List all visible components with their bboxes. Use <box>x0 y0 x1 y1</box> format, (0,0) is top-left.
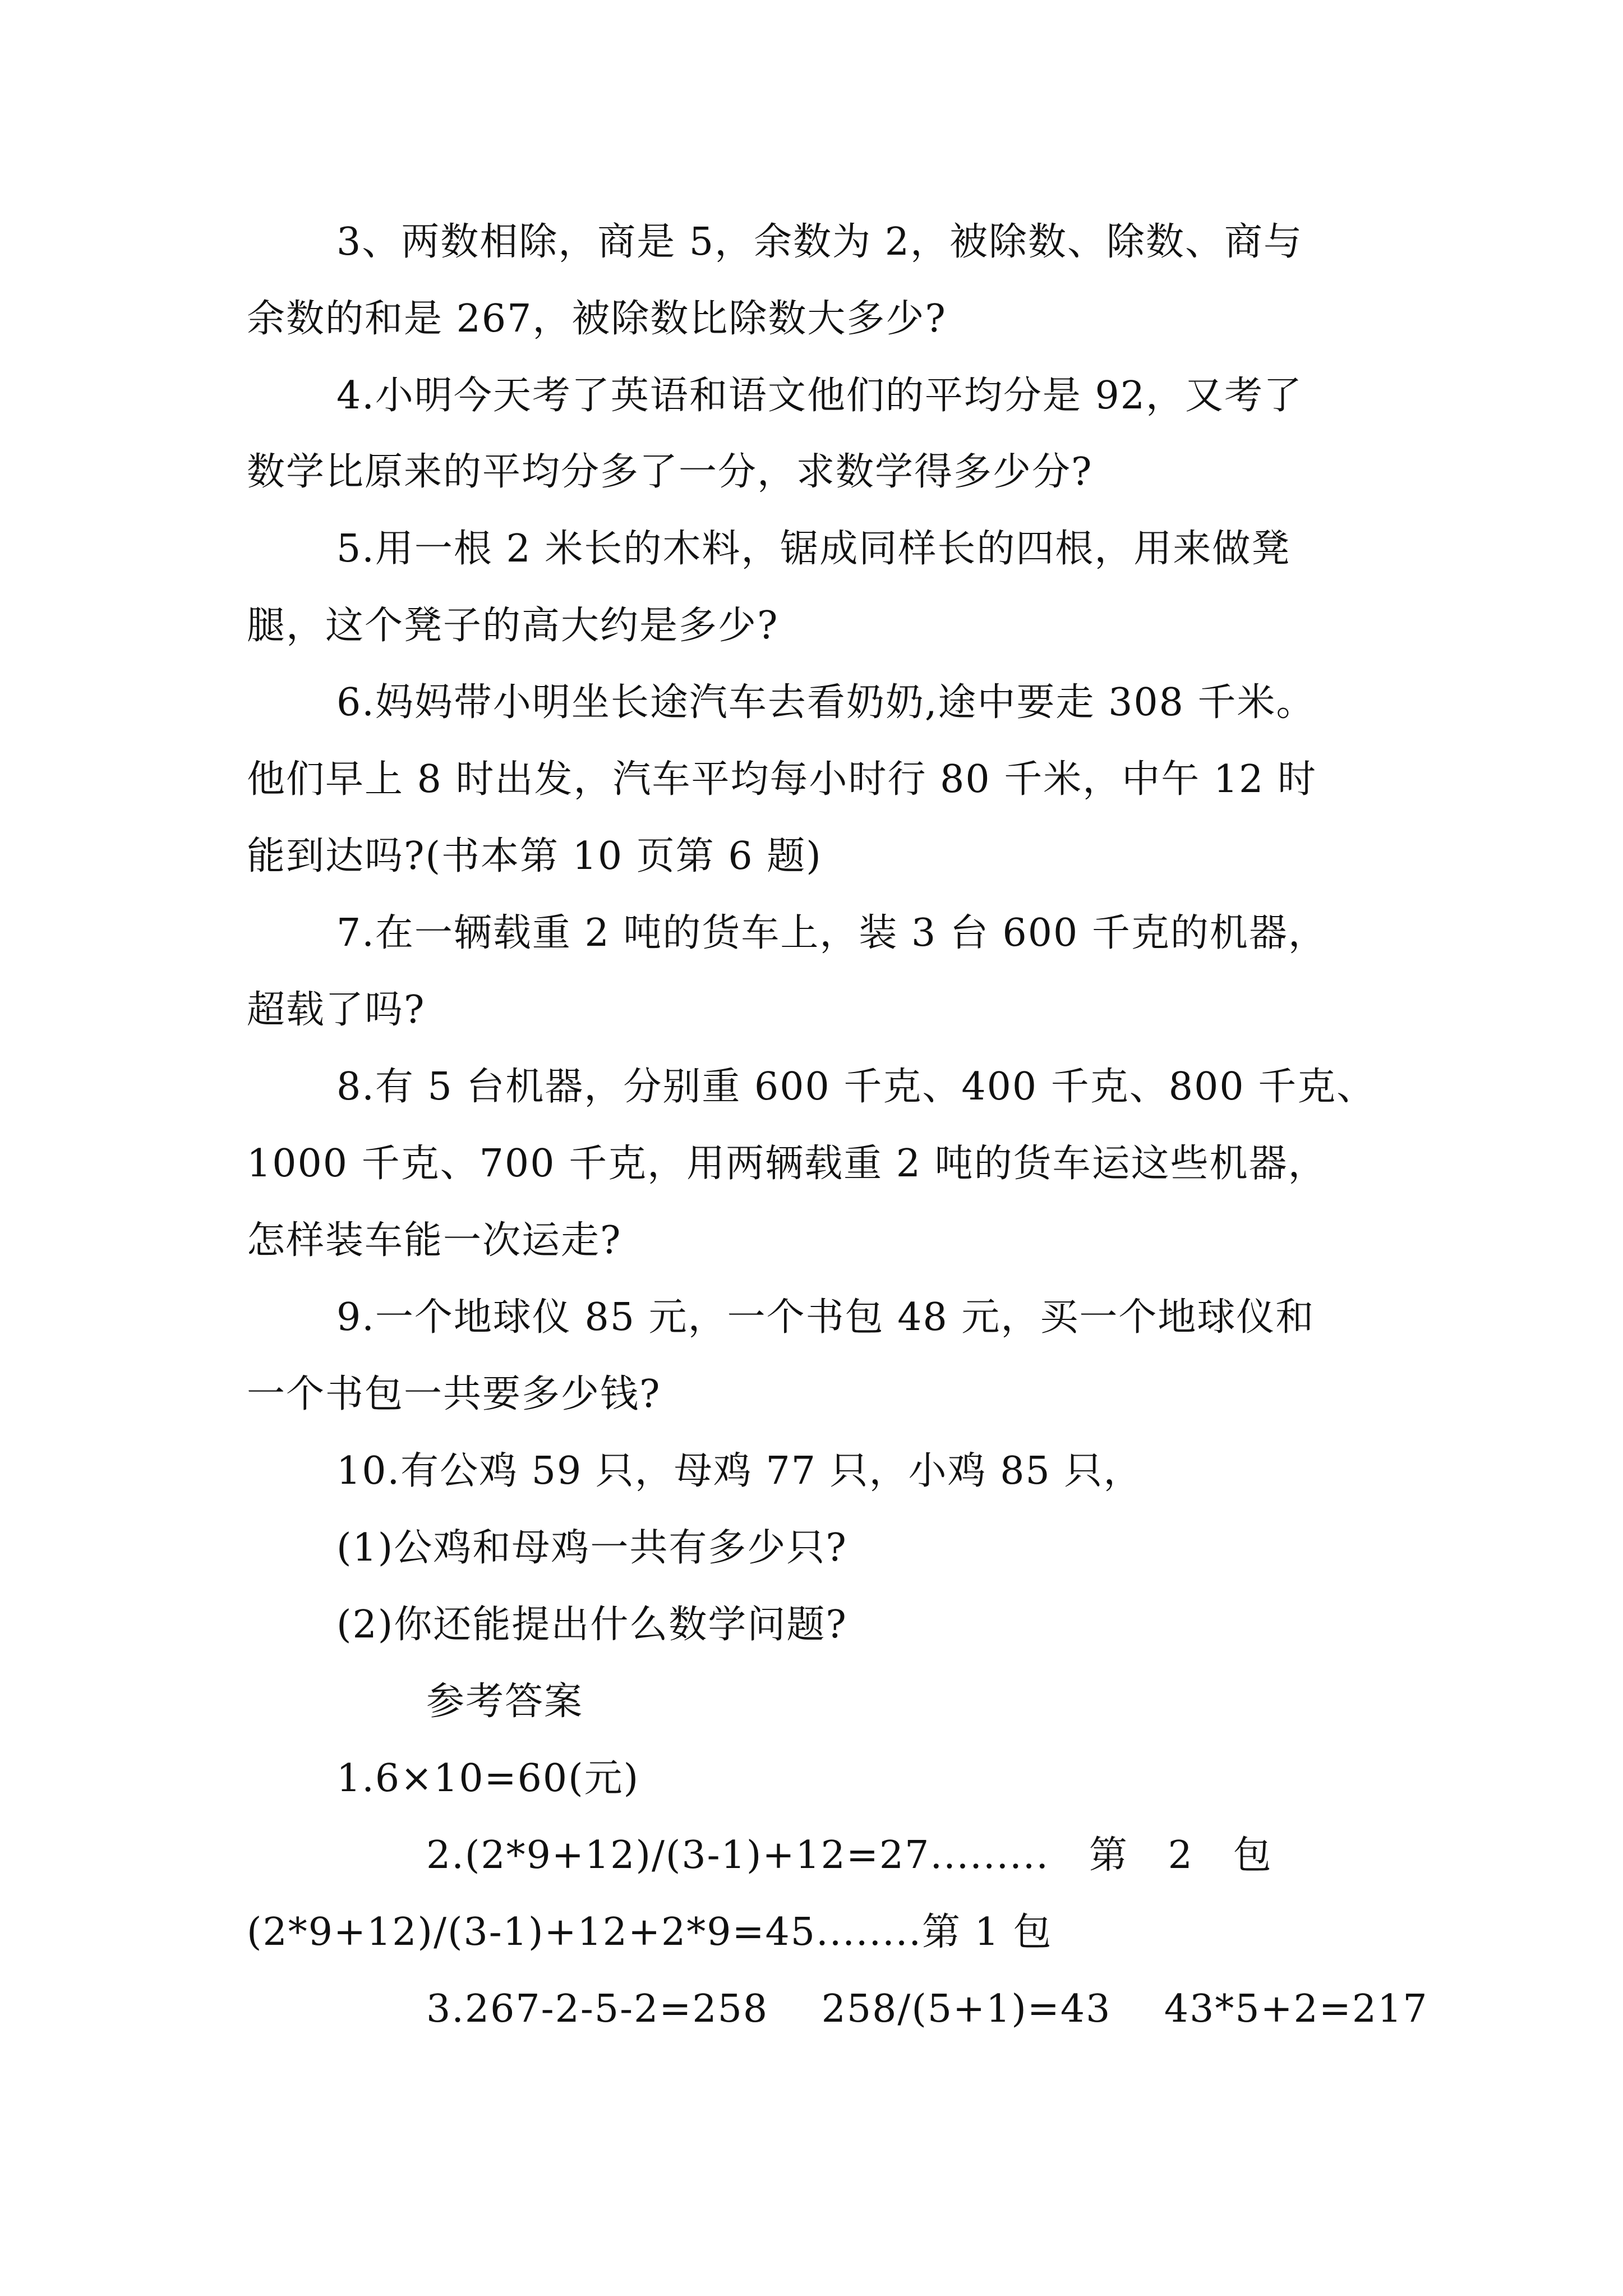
q5-line-2: 腿，这个凳子的高大约是多少? <box>247 604 779 648</box>
q9-line-2: 一个书包一共要多少钱? <box>247 1372 661 1416</box>
q3-line-2: 余数的和是 267，被除数比除数大多少? <box>247 297 947 341</box>
answer-2-line-1: 2.(2*9+12)/(3-1)+12=27......... 第 2 包 <box>426 1833 1272 1878</box>
q5-line-1: 5.用一根 2 米长的木料，锯成同样长的四根，用来做凳 <box>336 527 1291 571</box>
answer-2-line-2: (2*9+12)/(3-1)+12+2*9=45........第 1 包 <box>247 1910 1053 1954</box>
q7-line-2: 超载了吗? <box>247 988 426 1032</box>
answers-heading: 参考答案 <box>426 1680 584 1724</box>
q4-line-2: 数学比原来的平均分多了一分，求数学得多少分? <box>247 450 1093 494</box>
q6-line-2: 他们早上 8 时出发，汽车平均每小时行 80 千米，中午 12 时 <box>247 757 1317 802</box>
q4-line-1: 4.小明今天考了英语和语文他们的平均分是 92，又考了 <box>336 374 1303 418</box>
q9-line-1: 9.一个地球仪 85 元，一个书包 48 元，买一个地球仪和 <box>336 1295 1315 1340</box>
q6-line-3: 能到达吗?(书本第 10 页第 6 题) <box>247 834 822 878</box>
q10-sub-1: (1)公鸡和母鸡一共有多少只? <box>336 1526 847 1570</box>
q10-sub-2: (2)你还能提出什么数学问题? <box>336 1603 847 1647</box>
q3-line-1: 3、两数相除，商是 5，余数为 2，被除数、除数、商与 <box>336 220 1303 264</box>
answer-1: 1.6×10=60(元) <box>336 1756 640 1801</box>
q8-line-2: 1000 千克、700 千克，用两辆载重 2 吨的货车运这些机器， <box>247 1142 1327 1186</box>
q10-line-1: 10.有公鸡 59 只，母鸡 77 只，小鸡 85 只， <box>336 1449 1143 1493</box>
q8-line-3: 怎样装车能一次运走? <box>247 1218 622 1263</box>
q6-line-1: 6.妈妈带小明坐长途汽车去看奶奶,途中要走 308 千米。 <box>336 680 1316 725</box>
q7-line-1: 7.在一辆载重 2 吨的货车上，装 3 台 600 千克的机器， <box>336 911 1327 955</box>
q8-line-1: 8.有 5 台机器，分别重 600 千克、400 千克、800 千克、 <box>336 1065 1376 1109</box>
answer-3: 3.267-2-5-2=258 258/(5+1)=43 43*5+2=217 <box>426 1987 1428 2031</box>
